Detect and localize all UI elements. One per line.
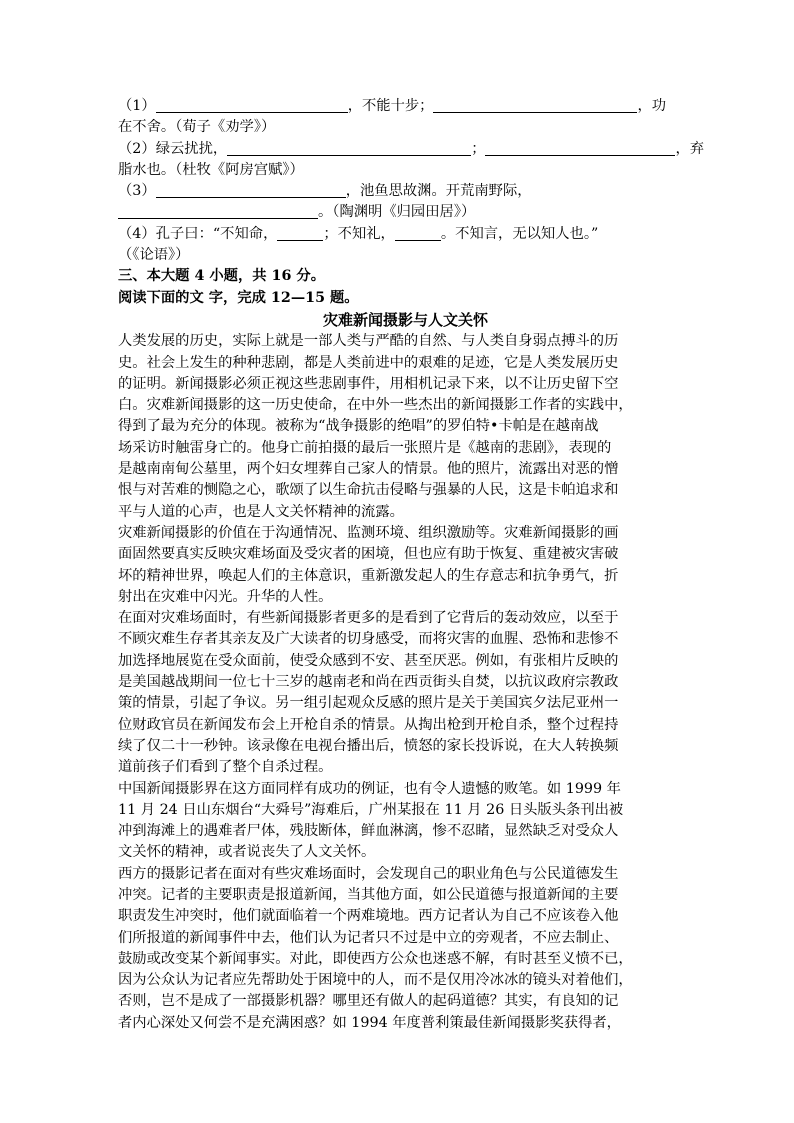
paragraph-line: 加选择地展览在受众面前，使受众感到不安、甚至厌恶。例如，有张相片反映的 [118, 652, 619, 669]
paragraph-line: 冲到海滩上的遇难者尸体，残肢断体，鲜血淋漓，惨不忍睹，显然缺乏对受众人 [118, 823, 619, 840]
answer-blank-2a[interactable] [227, 139, 471, 156]
section-heading: 三、本大题 4 小题，共 16 分。 [118, 268, 326, 285]
paragraph-line: 否则，岂不是成了一部摄影机器？哪里还有做人的起码道德？其实，有良知的记 [118, 993, 619, 1010]
paragraph-line: 是美国越战期间一位七十三岁的越南老和尚在西贡街头自焚，以抗议政府宗教政 [118, 674, 619, 691]
question-4-source: （《论语》） [118, 247, 190, 264]
question-2-line-1 [118, 139, 705, 160]
answer-blank-4b[interactable] [395, 224, 441, 241]
paragraph-line: 灾难新闻摄影的价值在于沟通情况、监测环境、组织激励等。灾难新闻摄影的画 [118, 524, 619, 541]
question-4-text: （4）孔子曰：“不知命， [118, 225, 278, 242]
question-1-number: （1） [118, 98, 156, 114]
question-2-text: （2）绿云扰扰， [118, 140, 228, 157]
paragraph-line: 位财政官员在新闻发布会上开枪自杀的情景。从掏出枪到开枪自杀，整个过程持 [118, 716, 619, 733]
question-1-line-1 [118, 96, 693, 117]
paragraph-line: 史。社会上发生的种种悲剧，都是人类前进中的艰难的足迹，它是人类发展历史 [118, 354, 619, 371]
article-paragraph-2 [118, 523, 693, 608]
question-3-line-2 [118, 202, 693, 223]
paragraph-line: 们所报道的新闻事件中去，他们认为记者只不过是中立的旁观者，不应去制止、 [118, 929, 619, 946]
question-1-text: ，不能十步； [347, 98, 434, 114]
article-paragraph-1 [118, 331, 693, 523]
article-paragraph-4 [118, 779, 693, 864]
paragraph-line: 11 月 24 日山东烟台“大舜号”海难后，广州某报在 11 月 26 日头版头条刊出被 [118, 801, 624, 818]
question-2-tail: ，弃 [675, 140, 705, 157]
paragraph-line: 坏的精神世界，唤起人们的主体意识，重新激发起人的生存意志和抗争勇气，折 [118, 567, 619, 584]
question-4-mid: ；不知礼， [323, 225, 395, 242]
question-3-tail: 。（陶渊明《归园田居》） [318, 204, 476, 221]
question-3-line-1 [118, 181, 693, 202]
paragraph-line: 人类发展的历史，实际上就是一部人类与严酷的自然、与人类自身弱点搏斗的历 [118, 333, 619, 350]
paragraph-line: 是越南南甸公墓里，两个妇女埋葬自己家人的情景。他的照片，流露出对恶的憎 [118, 461, 619, 478]
question-2-sep: ； [471, 140, 486, 157]
answer-blank-3a[interactable] [156, 181, 346, 198]
question-3-text: ，池鱼思故渊。开荒南野际， [345, 183, 532, 200]
paragraph-line: 恨与对苦难的恻隐之心，歌颂了以生命抗击侵略与强暴的人民，这是卡帕追求和 [118, 482, 619, 499]
article-paragraph-5 [118, 864, 693, 1034]
question-1-line-2: 在不舍。（荀子《劝学》） [118, 119, 276, 136]
paragraph-line: 续了仅二十一秒钟。该录像在电视台播出后，愤怒的家长投诉说，在大人转换频 [118, 737, 619, 754]
paragraph-line: 冲突。记者的主要职责是报道新闻，当其他方面，如公民道德与报道新闻的主要 [118, 886, 619, 903]
paragraph-line: 得到了最为充分的体现。被称为“战争摄影的绝唱”的罗伯特•卡帕是在越南战 [118, 418, 599, 435]
question-4-tail: 。不知言，无以知人也。” [440, 225, 599, 242]
paragraph-line: 面固然要真实反映灾难场面及受灾者的困境，但也应有助于恢复、重建被灾害破 [118, 546, 619, 563]
reading-instruction: 阅读下面的文 字，完成 12—15 题。 [118, 289, 359, 306]
answer-blank-1a[interactable] [156, 96, 348, 113]
paragraph-line: 白。灾难新闻摄影的这一历史使命，在中外一些杰出的新闻摄影工作者的实践中， [118, 397, 633, 414]
paragraph-line: 在面对灾难场面时，有些新闻摄影者更多的是看到了它背后的轰动效应，以至于 [118, 610, 619, 627]
question-2-line-2: 脂水也。（杜牧《阿房宫赋》） [118, 161, 304, 178]
paragraph-line: 平与人道的心声，也是人文关怀精神的流露。 [118, 503, 404, 520]
paragraph-line: 策的情景，引起了争议。另一组引起观众反感的照片是关于美国宾夕法尼亚州一 [118, 695, 619, 712]
answer-blank-2b[interactable] [485, 139, 675, 156]
document-page [118, 96, 705, 1034]
paragraph-line: 的证明。新闻摄影必须正视这些悲剧事件，用相机记录下来，以不让历史留下空 [118, 375, 619, 392]
article-paragraph-3 [118, 608, 693, 778]
paragraph-line: 者内心深处又何尝不是充满困惑？如 1994 年度普利策最佳新闻摄影奖获得者， [118, 1014, 621, 1031]
question-4-line-1 [118, 224, 693, 245]
paragraph-line: 西方的摄影记者在面对有些灾难场面时，会发现自己的职业角色与公民道德发生 [118, 865, 619, 882]
paragraph-line: 不顾灾难生存者其亲友及广大读者的切身感受，而将灾害的血腥、恐怖和悲惨不 [118, 631, 619, 648]
paragraph-line: 中国新闻摄影界在这方面同样有成功的例证，也有令人遗憾的败笔。如 1999 年 [118, 780, 621, 797]
paragraph-line: 射出在灾难中闪光。升华的人性。 [118, 588, 333, 605]
answer-blank-3b[interactable] [118, 202, 318, 219]
paragraph-line: 文关怀的精神，或者说丧失了人文关怀。 [118, 844, 376, 861]
paragraph-line: 因为公众认为记者应先帮助处于困境中的人，而不是仅用冷冰冰的镜头对着他们， [118, 972, 633, 989]
paragraph-line: 场采访时触雷身亡的。他身亡前拍摄的最后一张照片是《越南的悲剧》，表现的 [118, 439, 612, 456]
answer-blank-1b[interactable] [433, 96, 637, 113]
paragraph-line: 职责发生冲突时，他们就面临着一个两难境地。西方记者认为自己不应该卷入他 [118, 908, 619, 925]
question-1-tail: ，功 [637, 98, 667, 114]
paragraph-line: 鼓励或改变某个新闻事实。对此，即使西方公众也迷惑不解，有时甚至义愤不已， [118, 950, 633, 967]
answer-blank-4a[interactable] [277, 224, 323, 241]
paragraph-line: 道前孩子们看到了整个自杀过程。 [118, 759, 333, 776]
question-3-number: （3） [118, 183, 156, 200]
article-title: 灾难新闻摄影与人文关怀 [322, 310, 488, 329]
